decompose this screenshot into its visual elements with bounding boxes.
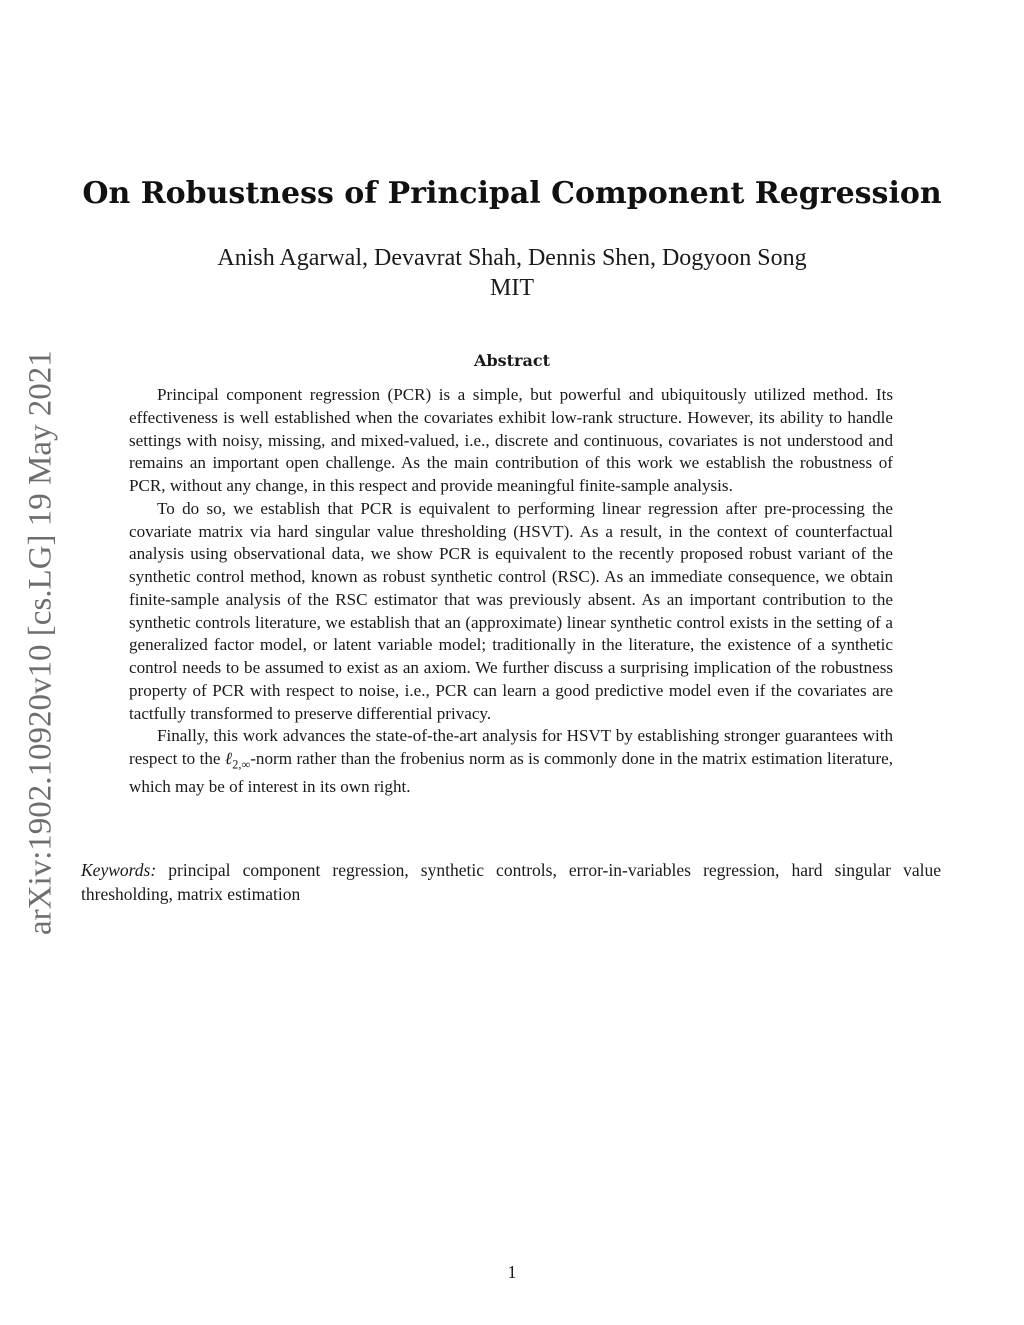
keywords-text: principal component regression, synthetic controls, error-in-variables regression, hard singular value thresholding, matrix estimation	[81, 860, 941, 904]
norm-subscript: 2,∞	[232, 757, 251, 772]
abstract-paragraph-1: Principal component regression (PCR) is a simple, but powerful and ubiquitously utilized method. Its effectiveness is well established when the covariates exhibit low-rank structure. However, its ability to handle settings with noisy, missing, and mixed-valued, i.e., discrete and continuous, covariates is not understood and remains an important open challenge. As the main contribution of this work we establish the robustness of PCR, without any change, in this respect and provide meaningful finite-sample analysis.	[129, 385, 893, 495]
abstract-heading: Abstract	[474, 351, 550, 370]
paper-title: On Robustness of Principal Component Regression	[82, 176, 942, 211]
page-number: 1	[507, 1262, 517, 1282]
abstract-body	[129, 384, 893, 799]
arxiv-identifier-stamp: arXiv:1902.10920v10 [cs.LG] 19 May 2021	[22, 350, 59, 935]
abstract-paragraph-3-end: -norm rather than the frobenius norm as is commonly done in the matrix estimation literature, which may be of interest in its own right.	[129, 749, 893, 797]
affiliation: MIT	[490, 275, 534, 301]
norm-symbol: ℓ	[224, 749, 233, 768]
abstract-paragraph-2: To do so, we establish that PCR is equivalent to performing linear regression after pre-processing the covariate matrix via hard singular value thresholding (HSVT). As a result, in the context of counterfactual analysis using observational data, we show PCR is equivalent to the recently proposed robust variant of the synthetic control method, known as robust synthetic control (RSC). As an immediate consequence, we obtain finite-sample analysis of the RSC estimator that was previously absent. As an important contribution to the synthetic controls literature, we establish that an (approximate) linear synthetic control exists in the setting of a generalized factor model, or latent variable model; traditionally in the literature, the existence of a synthetic control needs to be assumed to exist as an axiom. We further discuss a surprising implication of the robustness property of PCR with respect to noise, i.e., PCR can learn a good predictive model even if the covariates are tactfully transformed to preserve differential privacy.	[129, 498, 893, 723]
abstract-paragraph-3	[129, 725, 893, 799]
author-list: Anish Agarwal, Devavrat Shah, Dennis Shen, Dogyoon Song	[217, 245, 807, 271]
abstract-paragraph-3-start: Finally, this work advances the state-of-the-art analysis for HSVT by establishing stronger guarantees with respect to the	[129, 726, 893, 768]
keywords-label: Keywords:	[81, 860, 157, 880]
keywords-block	[81, 858, 941, 906]
